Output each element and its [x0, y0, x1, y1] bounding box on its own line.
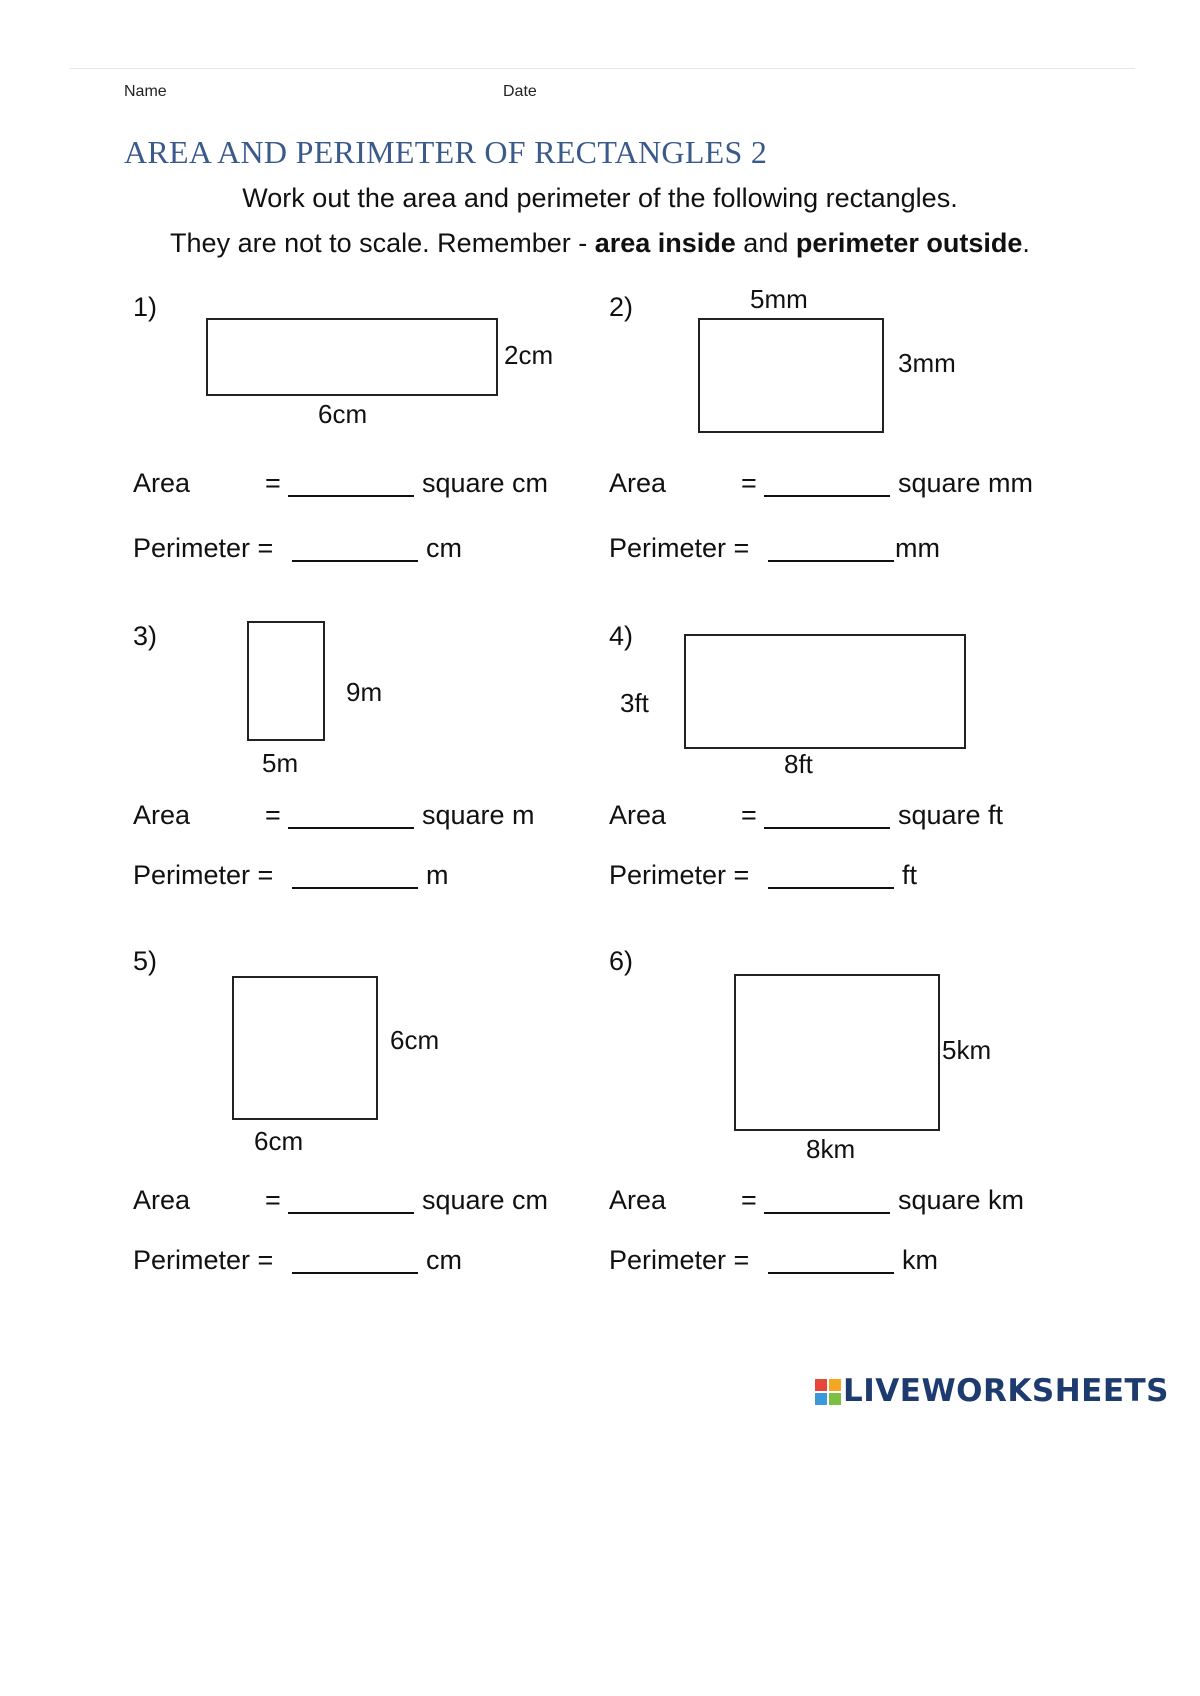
perimeter-unit: km [902, 1245, 938, 1275]
logo-text: LIVEWORKSHEETS [843, 1373, 1169, 1409]
instruction-bold-perimeter: perimeter outside [795, 228, 1023, 258]
area-equals: = [265, 468, 281, 498]
perimeter-unit: mm [895, 533, 940, 563]
area-unit: square ft [898, 800, 1004, 830]
problem-number: 1) [133, 292, 158, 322]
problem-number: 6) [609, 946, 634, 976]
problem-number: 5) [133, 946, 158, 976]
perimeter-answer-blank[interactable] [292, 540, 418, 567]
area-label: Area [133, 800, 191, 830]
perimeter-answer-blank[interactable] [768, 1252, 894, 1279]
area-answer-blank[interactable] [764, 475, 890, 502]
perimeter-unit: cm [426, 533, 462, 563]
height-label: 3ft [620, 688, 649, 718]
instruction-text: They are not to scale. Remember - [170, 228, 595, 258]
instruction-bold-area: area inside [594, 228, 736, 258]
area-equals: = [741, 468, 757, 498]
perimeter-answer-blank[interactable] [768, 540, 894, 567]
perimeter-label: Perimeter = [609, 1245, 750, 1275]
width-label: 6cm [318, 399, 368, 429]
width-label: 5mm [750, 284, 808, 314]
instruction-line-1: Work out the area and perimeter of the following rectangles. [242, 183, 958, 213]
problem-number: 2) [609, 292, 634, 322]
height-label: 2cm [504, 340, 554, 370]
area-unit: square m [422, 800, 535, 830]
area-answer-blank[interactable] [288, 807, 414, 834]
rectangle-figure [232, 976, 378, 1120]
rectangle-figure [698, 318, 884, 433]
date-label: Date [503, 83, 537, 100]
height-label: 3mm [898, 348, 956, 378]
rectangle-figure [734, 974, 940, 1131]
width-label: 6cm [254, 1126, 304, 1156]
area-equals: = [741, 800, 757, 830]
height-label: 5km [942, 1035, 992, 1065]
rectangle-figure [247, 621, 325, 741]
area-unit: square km [898, 1185, 1025, 1215]
rectangle-figure [206, 318, 498, 396]
logo-square [829, 1393, 841, 1405]
perimeter-unit: ft [902, 860, 918, 890]
width-label: 8km [806, 1134, 856, 1164]
area-equals: = [265, 800, 281, 830]
perimeter-label: Perimeter = [133, 860, 274, 890]
problem-number: 3) [133, 621, 158, 651]
width-label: 8ft [784, 749, 813, 779]
page-title: AREA AND PERIMETER OF RECTANGLES 2 [124, 134, 768, 170]
width-label: 5m [262, 748, 299, 778]
height-label: 6cm [390, 1025, 440, 1055]
logo-square [815, 1393, 827, 1405]
perimeter-label: Perimeter = [609, 533, 750, 563]
logo-square [829, 1379, 841, 1391]
area-answer-blank[interactable] [288, 1192, 414, 1219]
area-label: Area [609, 1185, 667, 1215]
instruction-line-2 [0, 228, 1200, 259]
area-unit: square cm [422, 468, 549, 498]
area-unit: square mm [898, 468, 1034, 498]
instruction-text: . [1022, 228, 1030, 258]
name-label: Name [124, 83, 167, 100]
area-label: Area [609, 468, 667, 498]
instruction-text: and [735, 228, 796, 258]
area-answer-blank[interactable] [764, 1192, 890, 1219]
logo-grid-icon [815, 1379, 841, 1405]
area-equals: = [265, 1185, 281, 1215]
perimeter-answer-blank[interactable] [768, 867, 894, 894]
area-label: Area [133, 1185, 191, 1215]
rectangle-figure [684, 634, 966, 749]
area-answer-blank[interactable] [764, 807, 890, 834]
logo-square [815, 1379, 827, 1391]
area-equals: = [741, 1185, 757, 1215]
top-divider [70, 68, 1135, 69]
area-answer-blank[interactable] [288, 475, 414, 502]
height-label: 9m [346, 677, 383, 707]
perimeter-answer-blank[interactable] [292, 1252, 418, 1279]
perimeter-label: Perimeter = [609, 860, 750, 890]
problem-number: 4) [609, 621, 634, 651]
area-label: Area [133, 468, 191, 498]
perimeter-label: Perimeter = [133, 533, 274, 563]
perimeter-answer-blank[interactable] [292, 867, 418, 894]
perimeter-label: Perimeter = [133, 1245, 274, 1275]
area-label: Area [609, 800, 667, 830]
perimeter-unit: cm [426, 1245, 462, 1275]
area-unit: square cm [422, 1185, 549, 1215]
perimeter-unit: m [426, 860, 449, 890]
